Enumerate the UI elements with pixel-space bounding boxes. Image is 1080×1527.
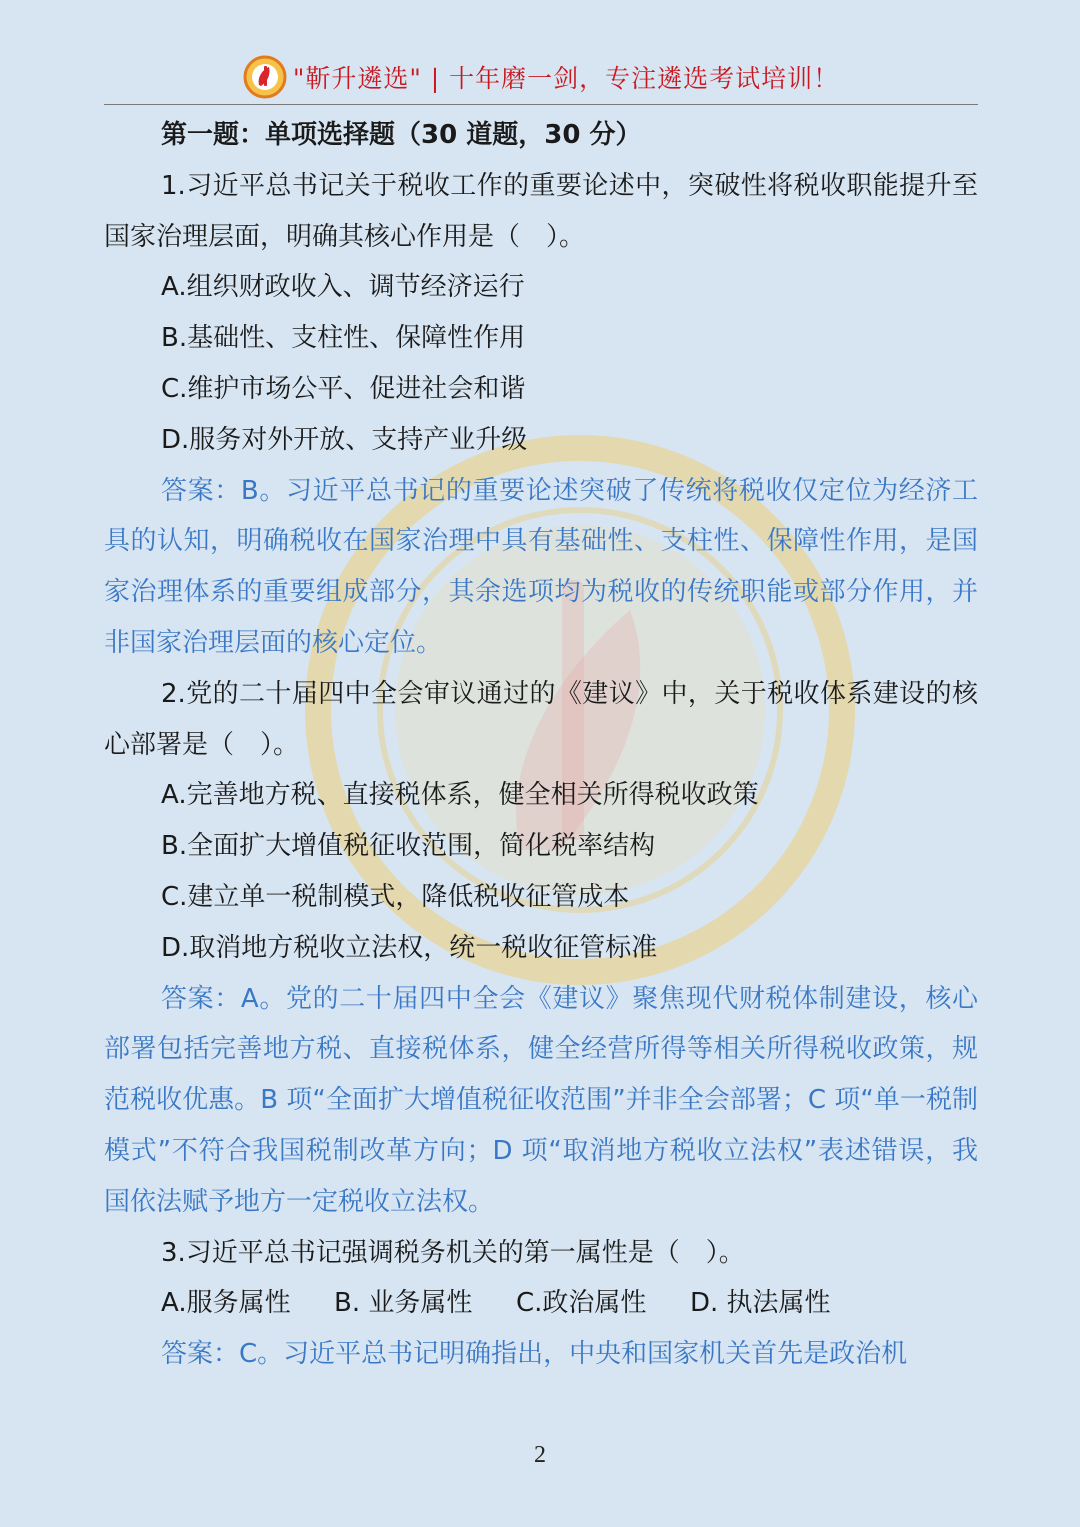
page-header [104,56,978,105]
question-stem: 2.党的二十届四中全会审议通过的《建议》中，关于税收体系建设的核心部署是（ ）。 [104,678,978,760]
question-stem: 3.习近平总书记强调税务机关的第一属性是（ ）。 [161,1237,745,1268]
question-stem: 1.习近平总书记关于税收工作的重要论述中，突破性将税收职能提升至国家治理层面，明确其核心作用是（ ）。 [104,170,978,252]
question-option: B. 业务属性 [334,1288,473,1319]
question-option: B.全面扩大增值税征收范围，简化税率结构 [161,831,656,862]
question-option: C.政治属性 [516,1288,647,1319]
answer-explanation: 答案：A。党的二十届四中全会《建议》聚焦现代财税体制建设，核心部署包括完善地方税、直接税体系，健全经营所得等相关所得税收政策，规范税收优惠。B 项“全面扩大增值税征收范围”并非全会部署；C 项“单一税制模式”不符合我国税制改革方向；D 项“取消地方税收立法权”表述错误，我国依法赋予地方一定税收立法权。 [104,983,978,1217]
question-option: D.取消地方税收立法权，统一税收征管标准 [161,932,658,963]
question-option: A.完善地方税、直接税体系，健全相关所得税收政策 [161,780,759,811]
question-option: D. 执法属性 [690,1288,831,1319]
question-options-row [104,1278,978,1329]
question-option: C.维护市场公平、促进社会和谐 [161,373,526,404]
document-body [104,110,978,1380]
question-option: A.组织财政收入、调节经济运行 [161,272,525,303]
question-option: C.建立单一税制模式，降低税收征管成本 [161,881,630,912]
answer-explanation: 答案：B。习近平总书记的重要论述突破了传统将税收仅定位为经济工具的认知，明确税收在国家治理中具有基础性、支柱性、保障性作用，是国家治理体系的重要组成部分，其余选项均为税收的传统职能或部分作用，并非国家治理层面的核心定位。 [104,475,978,658]
answer-explanation: 答案：C。习近平总书记明确指出，中央和国家机关首先是政治机 [161,1339,908,1370]
question-option: B.基础性、支柱性、保障性作用 [161,323,526,354]
header-slogan: "靳升遴选" | 十年磨一剑，专注遴选考试培训！ [292,64,840,93]
question-option: A.服务属性 [161,1288,291,1319]
page-number: 2 [534,1442,546,1468]
section-title: 第一题：单项选择题（30 道题，30 分） [161,120,642,150]
brand-logo-icon [243,55,287,99]
question-option: D.服务对外开放、支持产业升级 [161,424,528,455]
